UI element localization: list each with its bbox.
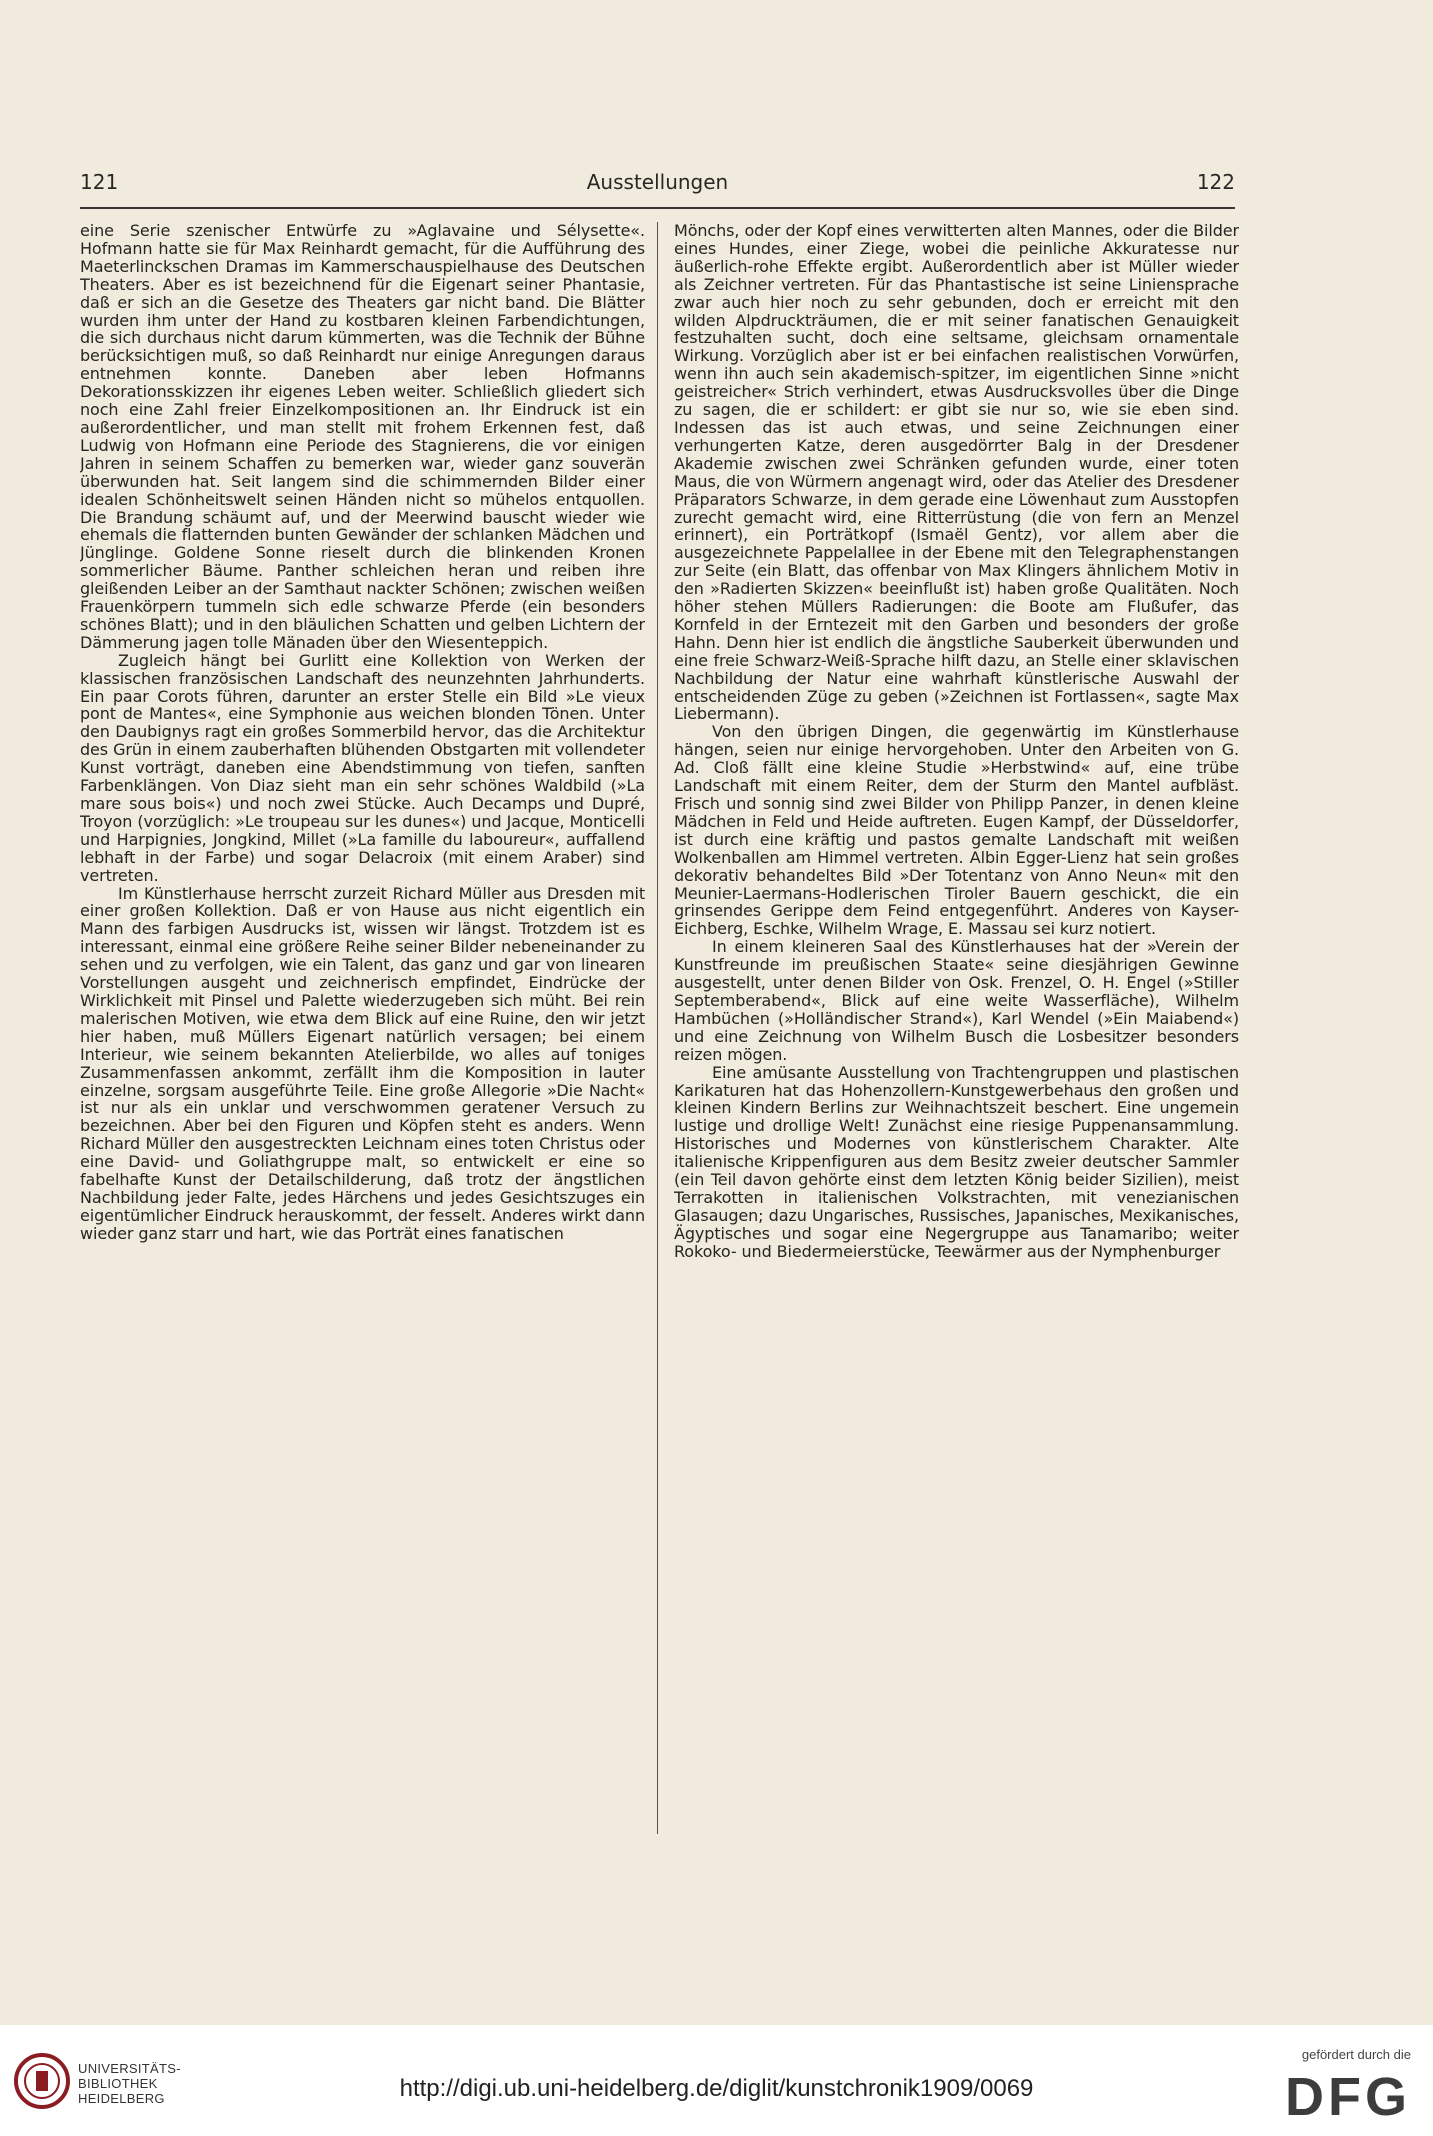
header-rule — [80, 207, 1235, 209]
paragraph: Eine amüsante Ausstellung von Trachtengruppen und plastischen Karikaturen hat das Hohenzollern-Kunstgewerbehaus den großen und kleinen Kindern Berlins zur Weihnachtszeit beschert. Eine ungemein lustige und drollige Welt! Zunächst eine riesige Puppenansammlung. Historisches und Modernes von künstlerischem Charakter. Alte italienische Krippenfiguren aus dem Besitz zweier deutscher Sammler (ein Teil davon gehörte einst dem letzten König beider Sizilien), meist Terrakotten in italienischen Volkstrachten, mit venezianischen Glasaugen; dazu Ungarisches, Russisches, Japanisches, Mexikanisches, Ägyptisches und sogar eine Negergruppe aus Tanamaribo; weiter Rokoko- und Biedermeierstücke, Teewärmer aus der Nymphenburger — [674, 1062, 1239, 1261]
source-url-link[interactable]: http://digi.ub.uni-heidelberg.de/diglit/kunstchronik1909/0069 — [399, 2075, 1034, 2102]
library-name-line: HEIDELBERG — [78, 2091, 165, 2106]
paragraph: eine Serie szenischer Entwürfe zu »Aglavaine und Sélysette«. Hofmann hatte sie für Max Reinhardt gemacht, für die Aufführung des Maeterlinckschen Dramas im Kammerschauspielhause des Deutschen Theaters. Aber es ist bezeichnend für die Eigenart seiner Phantasie, daß er sich an die Gesetze des Theaters gar nicht band. Die Blätter wurden ihm unter der Hand zu kostbaren kleinen Farbendichtungen, die sich durchaus nicht darum kümmerten, was die Technik der Bühne berücksichtigen muß, so daß Reinhardt nur einige Anregungen daraus entnehmen konnte. Daneben aber leben Hofmanns Dekorationsskizzen ihr eigenes Leben weiter. Schließlich gliedert sich noch eine Zahl freier Einzelkompositionen an. Ihr Eindruck ist ein außerordentlicher, und man stellt mit frohem Erkennen fest, daß Ludwig von Hofmann eine Periode des Stagnierens, die vor einigen Jahren in seinem Schaffen zu bemerken war, wieder ganz souverän überwunden hat. Seit langem sind die schimmernden Bilder einer idealen Schönheitswelt seinen Händen nicht so mühelos entquollen. Die Brandung schäumt auf, und der Meerwind bauscht wieder wie ehemals die flatternden bunten Gewänder der schlanken Mädchen und Jünglinge. Goldene Sonne rieselt durch die blinkenden Kronen sommerlicher Bäume. Panther schleichen heran und reiben ihre gleißenden Leiber an der Samthaut nackter Schönen; zwischen weißen Frauenkörpern tummeln sich edle schwarze Pferde (ein besonders schönes Blatt); und in den bläulichen Schatten und gelben Lichtern der Dämmerung jagen tolle Mänaden über den Wiesenteppich. — [80, 222, 645, 652]
right-column — [674, 222, 1239, 1834]
paragraph: Im Künstlerhause herrscht zurzeit Richard Müller aus Dresden mit einer großen Kollektion. Daß er von Hause aus nicht eigentlich ein Mann des farbigen Ausdrucks ist, wissen wir längst. Trotzdem ist es interessant, einmal eine größere Reihe seiner Bilder nebeneinander zu sehen und zu verfolgen, wie ein Talent, das ganz und gar von linearen Vorstellungen ausgeht und zeichnerisch empfindet, Eindrücke der Wirklichkeit mit Pinsel und Palette wiederzugeben sich müht. Bei rein malerischen Motiven, wie etwa dem Blick auf eine Ruine, den wir jetzt hier haben, muß Müllers Eigenart natürlich versagen; bei einem Interieur, wie seinem bekannten Atelierbilde, wo alles auf toniges Zusammenfassen ankommt, zerfällt ihm die Komposition in lauter einzelne, sorgsam ausgeführte Teile. Eine große Allegorie »Die Nacht« ist nur als ein unklar und verschwommen geratener Versuch zu bezeichnen. Aber bei den Figuren und Köpfen steht es anders. Wenn Richard Müller den ausgestreckten Leichnam eines toten Christus oder eine David- und Goliathgruppe malt, so entwickelt er eine so fabelhafte Kunst der Detailschilderung, daß trotz der ängstlichen Nachbildung jeder Falte, jedes Härchens und jedes Gesichtszuges ein eigentümlicher Eindruck herauskommt, der fesselt. Anderes wirkt dann wieder ganz starr und hart, wie das Porträt eines fanatischen — [80, 883, 645, 1243]
library-name-line: BIBLIOTHEK — [78, 2076, 158, 2091]
footer-bar — [0, 2025, 1433, 2136]
column-divider — [657, 222, 658, 1834]
left-column — [80, 222, 645, 1834]
page-header — [80, 170, 1235, 200]
funded-by-label: gefördert durch die — [1301, 2047, 1411, 2062]
library-name-line: UNIVERSITÄTS- — [78, 2061, 181, 2076]
running-title: Ausstellungen — [586, 170, 729, 194]
paragraph: Von den übrigen Dingen, die gegenwärtig im Künstlerhause hängen, seien nur einige hervorgehoben. Unter den Arbeiten von G. Ad. Cloß fällt eine kleine Studie »Herbstwind« auf, eine trübe Landschaft mit einem Reiter, dem der Sturm den Mantel aufbläst. Frisch und sonnig sind zwei Bilder von Philipp Panzer, in denen kleine Mädchen in Feld und Heide auftreten. Eugen Kampf, der Düsseldorfer, ist durch eine kräftig und pastos gemalte Landschaft mit weißen Wolkenballen am Himmel vertreten. Albin Egger-Lienz hat sein großes dekorativ behandeltes Bild »Der Totentanz von Anno Neun« mit den Meunier-Laermans-Hodlerischen Tiroler Bauern geschickt, die ein grinsendes Gerippe dem Feind entgegenführt. Anderes von Kayser-Eichberg, Eschke, Wilhelm Wrage, E. Massau sei kurz notiert. — [674, 722, 1239, 939]
paragraph: In einem kleineren Saal des Künstlerhauses hat der »Verein der Kunstfreunde im preußischen Staate« seine diesjährigen Gewinne ausgestellt, unter denen Bilder von Osk. Frenzel, O. H. Engel (»Stiller Septemberabend«, Blick auf eine weite Wasserfläche), Wilhelm Hambüchen (»Holländischer Strand«), Karl Wendel (»Ein Maiabend«) und eine Zeichnung von Wilhelm Busch die Losbesitzer besonders reizen mögen. — [674, 937, 1239, 1064]
paragraph: Mönchs, oder der Kopf eines verwitterten alten Mannes, oder die Bilder eines Hundes, einer Ziege, wobei die peinliche Akkuratesse nur äußerlich-rohe Effekte ergibt. Außerordentlich aber ist Müller wieder als Zeichner vertreten. Für das Phantastische ist seine Liniensprache zwar auch hier noch zu sehr gebunden, doch er erreicht mit den wilden Alpdruckträumen, die er mit seiner fanatischen Genauigkeit festzuhalten sucht, doch eine seltsame, gleichsam ornamentale Wirkung. Vorzüglich aber ist er bei einfachen realistischen Vorwürfen, wenn ihn auch sein akademisch-spitzer, im eigentlichen Sinne »nicht geistreicher« Strich verhindert, etwas Ausdrucksvolles über die Dinge zu sagen, die er schildert: er gibt sie nur so, wie sie eben sind. Indessen das ist auch etwas, und seine Zeichnungen einer verhungerten Katze, deren ausgedörrter Balg in der Dresdener Akademie zwischen zwei Schränken gefunden wurde, einer toten Maus, die von Würmern angenagt wird, oder das Atelier des Dresdener Präparators Schwarze, in dem gerade eine Löwenhaut zum Ausstopfen zurecht gemacht wird, eine Ritterrüstung (die von fern an Menzel erinnert), ein Porträtkopf (Ismaël Gentz), vor allem aber die ausgezeichnete Pappelallee in der Ebene mit den Telegraphenstangen zur Seite (ein Blatt, das offenbar von Max Klingers ähnlichem Motiv in den »Radierten Skizzen« beeinflußt ist) haben große Qualitäten. Noch höher stehen Müllers Radierungen: die Boote am Flußufer, das Kornfeld in der Erntezeit mit den Garben und besonders der große Hahn. Denn hier ist endlich die ängstliche Sauberkeit überwunden und eine freie Schwarz-Weiß-Sprache hilft dazu, an Stelle einer sklavischen Nachbildung der Natur eine wahrhaft künstlerische Auswahl der entscheidenden Züge zu geben (»Zeichnen ist Fortlassen«, sagte Max Liebermann). — [674, 222, 1239, 724]
paragraph: Zugleich hängt bei Gurlitt eine Kollektion von Werken der klassischen französischen Landschaft des neunzehnten Jahrhunderts. Ein paar Corots führen, darunter an erster Stelle ein Bild »Le vieux pont de Mantes«, eine Symphonie aus weichen blonden Tönen. Unter den Daubignys ragt ein großes Sommerbild hervor, das die Architektur des Grün in einem zauberhaften blühenden Obstgarten mit vollendeter Kunst vorträgt, daneben eine Abendstimmung von tiefen, sanften Farbenklängen. Von Diaz sieht man ein sehr schönes Waldbild (»La mare sous bois«) und noch zwei Stücke. Auch Decamps und Dupré, Troyon (vorzüglich: »Le troupeau sur les dunes«) und Jacque, Monticelli und Harpignies, Jongkind, Millet (»La famille du laboureur«, auffallend lebhaft in der Farbe) und sogar Delacroix (mit einem Araber) sind vertreten. — [80, 650, 645, 885]
page-number-left: 121 — [80, 170, 119, 194]
dfg-logo[interactable]: DFG — [1285, 2067, 1411, 2127]
page-number-right: 122 — [1196, 170, 1235, 194]
